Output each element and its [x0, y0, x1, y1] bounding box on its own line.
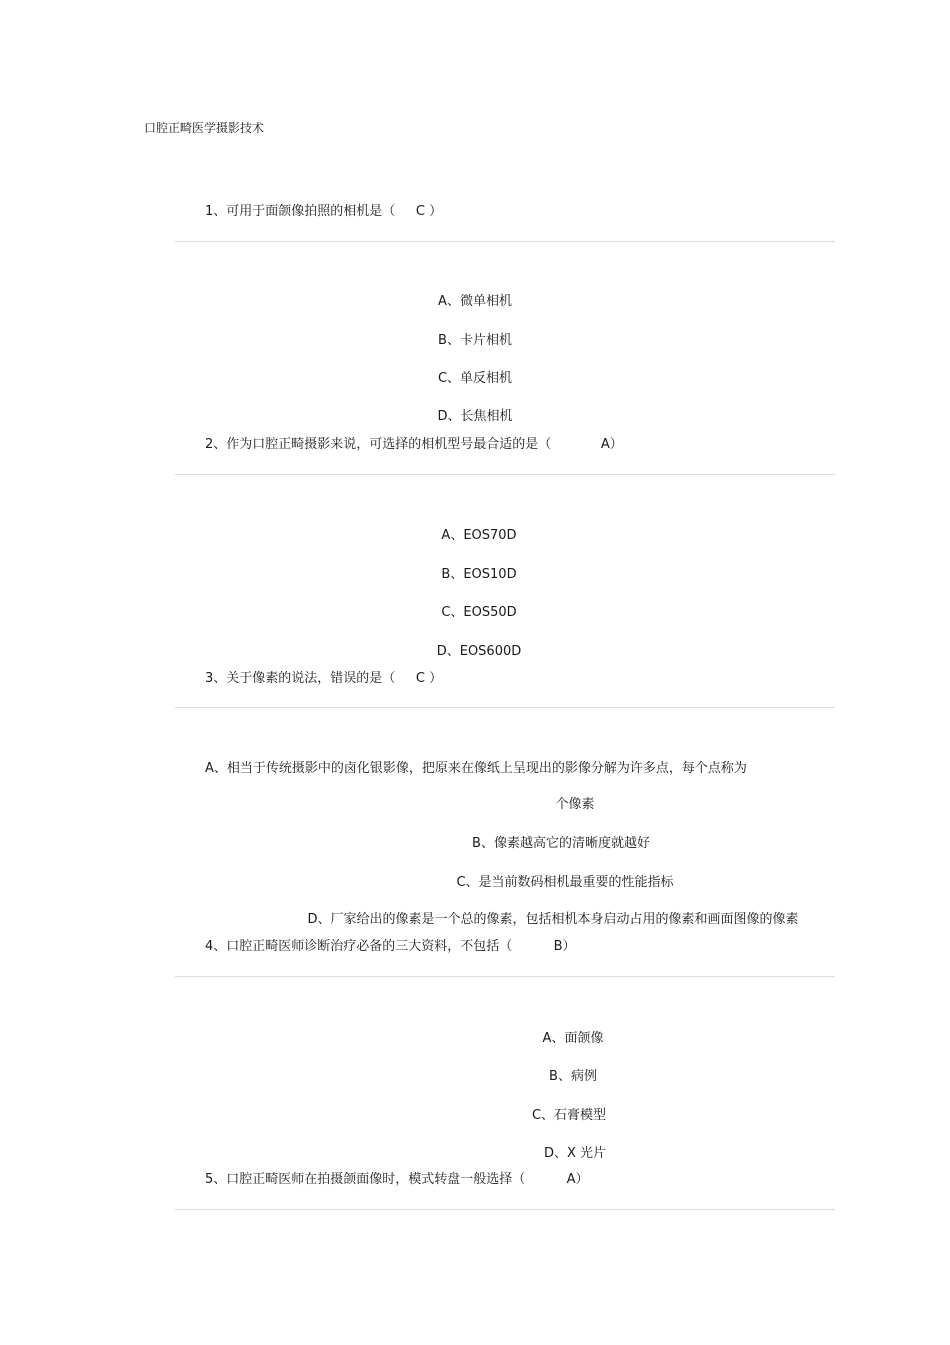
question-5: 5、口腔正畸医师在拍摄颌面像时，模式转盘一般选择（ A）: [205, 1172, 589, 1187]
question-2: 2、作为口腔正畸摄影来说，可选择的相机型号最合适的是（ A）: [205, 437, 623, 452]
option-2c: C、EOS50D: [441, 605, 517, 620]
question-4: 4、口腔正畸医师诊断治疗必备的三大资料，不包括（ B）: [205, 939, 576, 954]
option-3b: B、像素越高它的清晰度就越好: [472, 836, 650, 851]
question-3: 3、关于像素的说法，错误的是（ C ）: [205, 671, 443, 686]
divider: [175, 976, 835, 977]
divider: [175, 1209, 835, 1210]
option-4d: D、X 光片: [543, 1146, 607, 1161]
option-2d: D、EOS600D: [436, 644, 522, 659]
divider: [175, 707, 835, 708]
option-3d: D、厂家给出的像素是一个总的像素，包括相机本身启动占用的像素和画面图像的像素: [307, 912, 799, 927]
question-1: 1、可用于面颌像拍照的相机是（ C ）: [205, 204, 443, 219]
option-3c: C、是当前数码相机最重要的性能指标: [456, 875, 674, 890]
option-1a: A、微单相机: [438, 294, 512, 309]
option-2a: A、EOS70D: [441, 528, 517, 543]
option-1c: C、单反相机: [437, 371, 513, 386]
divider: [175, 474, 835, 475]
option-1d: D、长焦相机: [437, 409, 513, 424]
option-4c: C、石膏模型: [531, 1108, 607, 1123]
option-2b: B、EOS10D: [441, 567, 517, 582]
option-3a-continued: 个像素: [555, 797, 595, 812]
document-title: 口腔正畸医学摄影技术: [144, 121, 265, 135]
option-1b: B、卡片相机: [438, 333, 512, 348]
divider: [175, 241, 835, 242]
option-4a: A、面颌像: [542, 1031, 604, 1046]
option-4b: B、病例: [549, 1069, 597, 1084]
option-3a: A、相当于传统摄影中的卤化银影像，把原来在像纸上呈现出的影像分解为许多点，每个点称为: [205, 761, 747, 776]
